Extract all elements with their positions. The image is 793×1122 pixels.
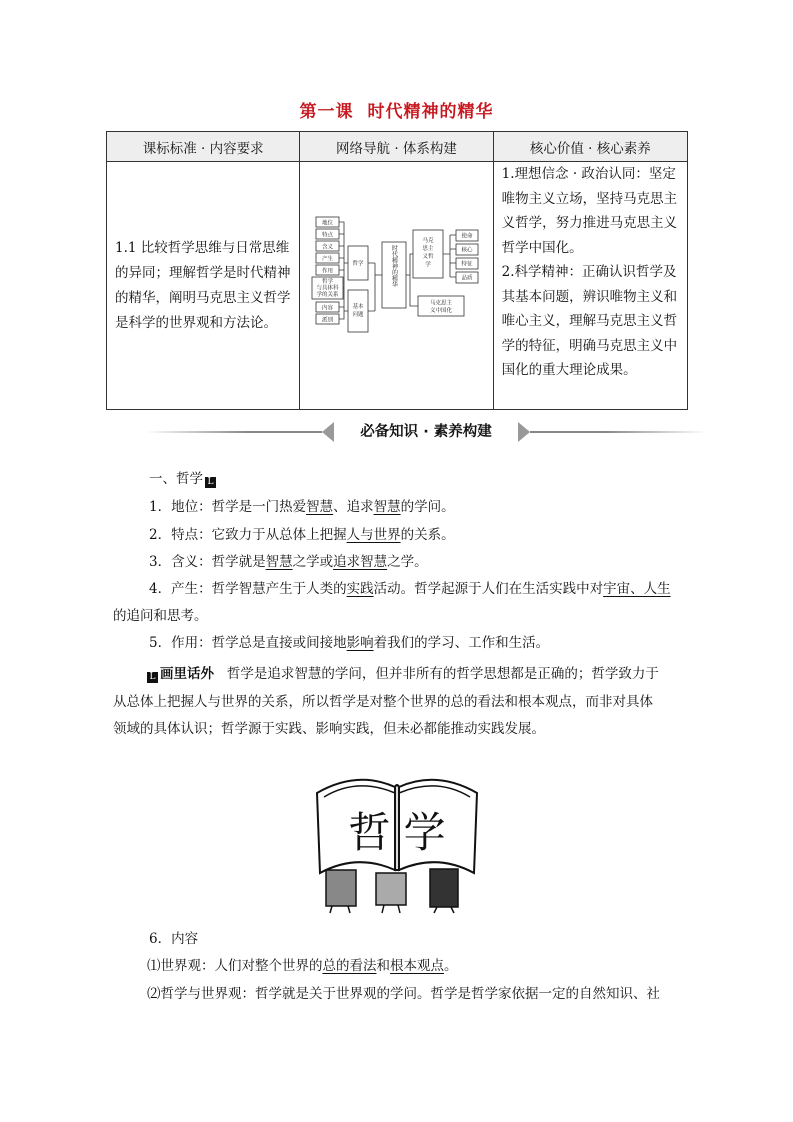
mm-left-4: 作用	[322, 268, 334, 275]
mm-left-5: 哲学	[322, 279, 334, 285]
core-value-2: 2.科学精神：正确认识哲学及其基本问题，辨识唯物主义和唯心主义，理解马克思主义哲学的特征，明确马克思主义中国化的重大理论成果。	[501, 264, 678, 378]
point-6-1: ⑴世界观：人们对整个世界的总的看法和根本观点。	[147, 958, 458, 974]
core-value-1: 1.理想信念 · 政治认同：坚定唯物主义立场，坚持马克思主义哲学，努力推进马克思主义哲学中国化。	[501, 166, 678, 256]
mm-bottom-1: 义中国化	[430, 308, 453, 314]
mm-left-3: 产生	[322, 256, 334, 263]
mm-left-1: 特点	[322, 232, 334, 239]
illustration-text: 哲 学	[348, 808, 446, 857]
bookmark-icon: L	[205, 477, 216, 488]
mm-left-0: 地位	[322, 220, 334, 227]
header-core-values: 核心价值 · 核心素养	[493, 132, 687, 162]
lesson-number: 第一课	[299, 102, 354, 122]
mindmap-cell	[300, 162, 493, 410]
mm-left-8: 内容	[322, 305, 334, 312]
header-navigation: 网络导航 · 体系构建	[300, 132, 493, 162]
mm-left-9: 派别	[322, 317, 334, 324]
table-header-row	[107, 132, 688, 162]
mm-bottom-0: 马克思主	[430, 300, 453, 307]
mm-left-6: 与具体科	[316, 285, 339, 292]
section-title: 必备知识 · 素养构建	[322, 418, 530, 446]
curriculum-table	[106, 131, 688, 410]
mm-mid-2: 问题	[352, 312, 364, 318]
core-values-cell	[493, 162, 687, 410]
heading-philosophy: 一、哲学 L	[149, 466, 216, 492]
point-5: 5．作用：哲学总是直接或间接地影响着我们的学习、工作和生活。	[149, 635, 550, 651]
tip-line-2: 从总体上把握人与世界的关系，所以哲学是对整个世界的总的看法和根本观点，而非对具体	[113, 694, 653, 710]
mm-left-2: 含义	[322, 244, 334, 251]
page-title	[0, 97, 793, 122]
point-4-cont: 的追问和思考。	[113, 608, 208, 624]
point-6: 6．内容	[149, 931, 199, 947]
mm-sub-0: 马克	[422, 238, 434, 244]
mm-mid-0: 哲学	[352, 261, 364, 267]
header-standards: 课标标准 · 内容要求	[107, 132, 300, 162]
point-2: 2．特点：它致力于从总体上把握人与世界的关系。	[149, 527, 455, 543]
point-6-2: ⑵哲学与世界观：哲学就是关于世界观的学问。哲学是哲学家依据一定的自然知识、社	[147, 986, 660, 1002]
table-body-row	[107, 162, 688, 410]
mm-sub-3: 学	[425, 262, 432, 268]
point-1: 1．地位：哲学是一门热爱智慧、追求智慧的学问。	[149, 499, 455, 515]
mm-right-1: 核心	[461, 247, 473, 254]
tip-icon: L	[147, 672, 158, 683]
mm-left-7: 学的关系	[316, 292, 339, 298]
mm-right-3: 品质	[461, 275, 473, 282]
mindmap-diagram	[300, 162, 493, 409]
mm-right-0: 使命	[461, 233, 473, 240]
point-4: 4．产生：哲学智慧产生于人类的实践活动。哲学起源于人们在生活实践中对宇宙、人生	[149, 581, 671, 597]
mm-sub-2: 义哲	[422, 254, 434, 260]
tip-line-3: 领域的具体认识；哲学源于实践、影响实践，但未必都能推动实践发展。	[113, 721, 545, 737]
requirement-cell	[107, 162, 300, 410]
lesson-name: 时代精神的精华	[367, 102, 494, 122]
mm-center: 时代精神的精华	[390, 245, 398, 287]
section-divider	[146, 418, 706, 446]
mm-mid-1: 基本	[352, 304, 364, 310]
tip-line-1: L 画里话外 哲学是追求智慧的学问，但并非所有的哲学思想都是正确的；哲学致力于	[147, 661, 659, 687]
mm-right-2: 特征	[461, 261, 473, 268]
point-3: 3．含义：哲学就是智慧之学或追求智慧之学。	[149, 554, 428, 570]
book-illustration	[312, 765, 482, 915]
mm-sub-1: 思主	[422, 246, 434, 252]
requirement-text: 1.1 比较哲学思维与日常思维的异同；理解哲学是时代精神的精华，阐明马克思主义哲学是科学的世界观和方法论。	[115, 239, 291, 331]
